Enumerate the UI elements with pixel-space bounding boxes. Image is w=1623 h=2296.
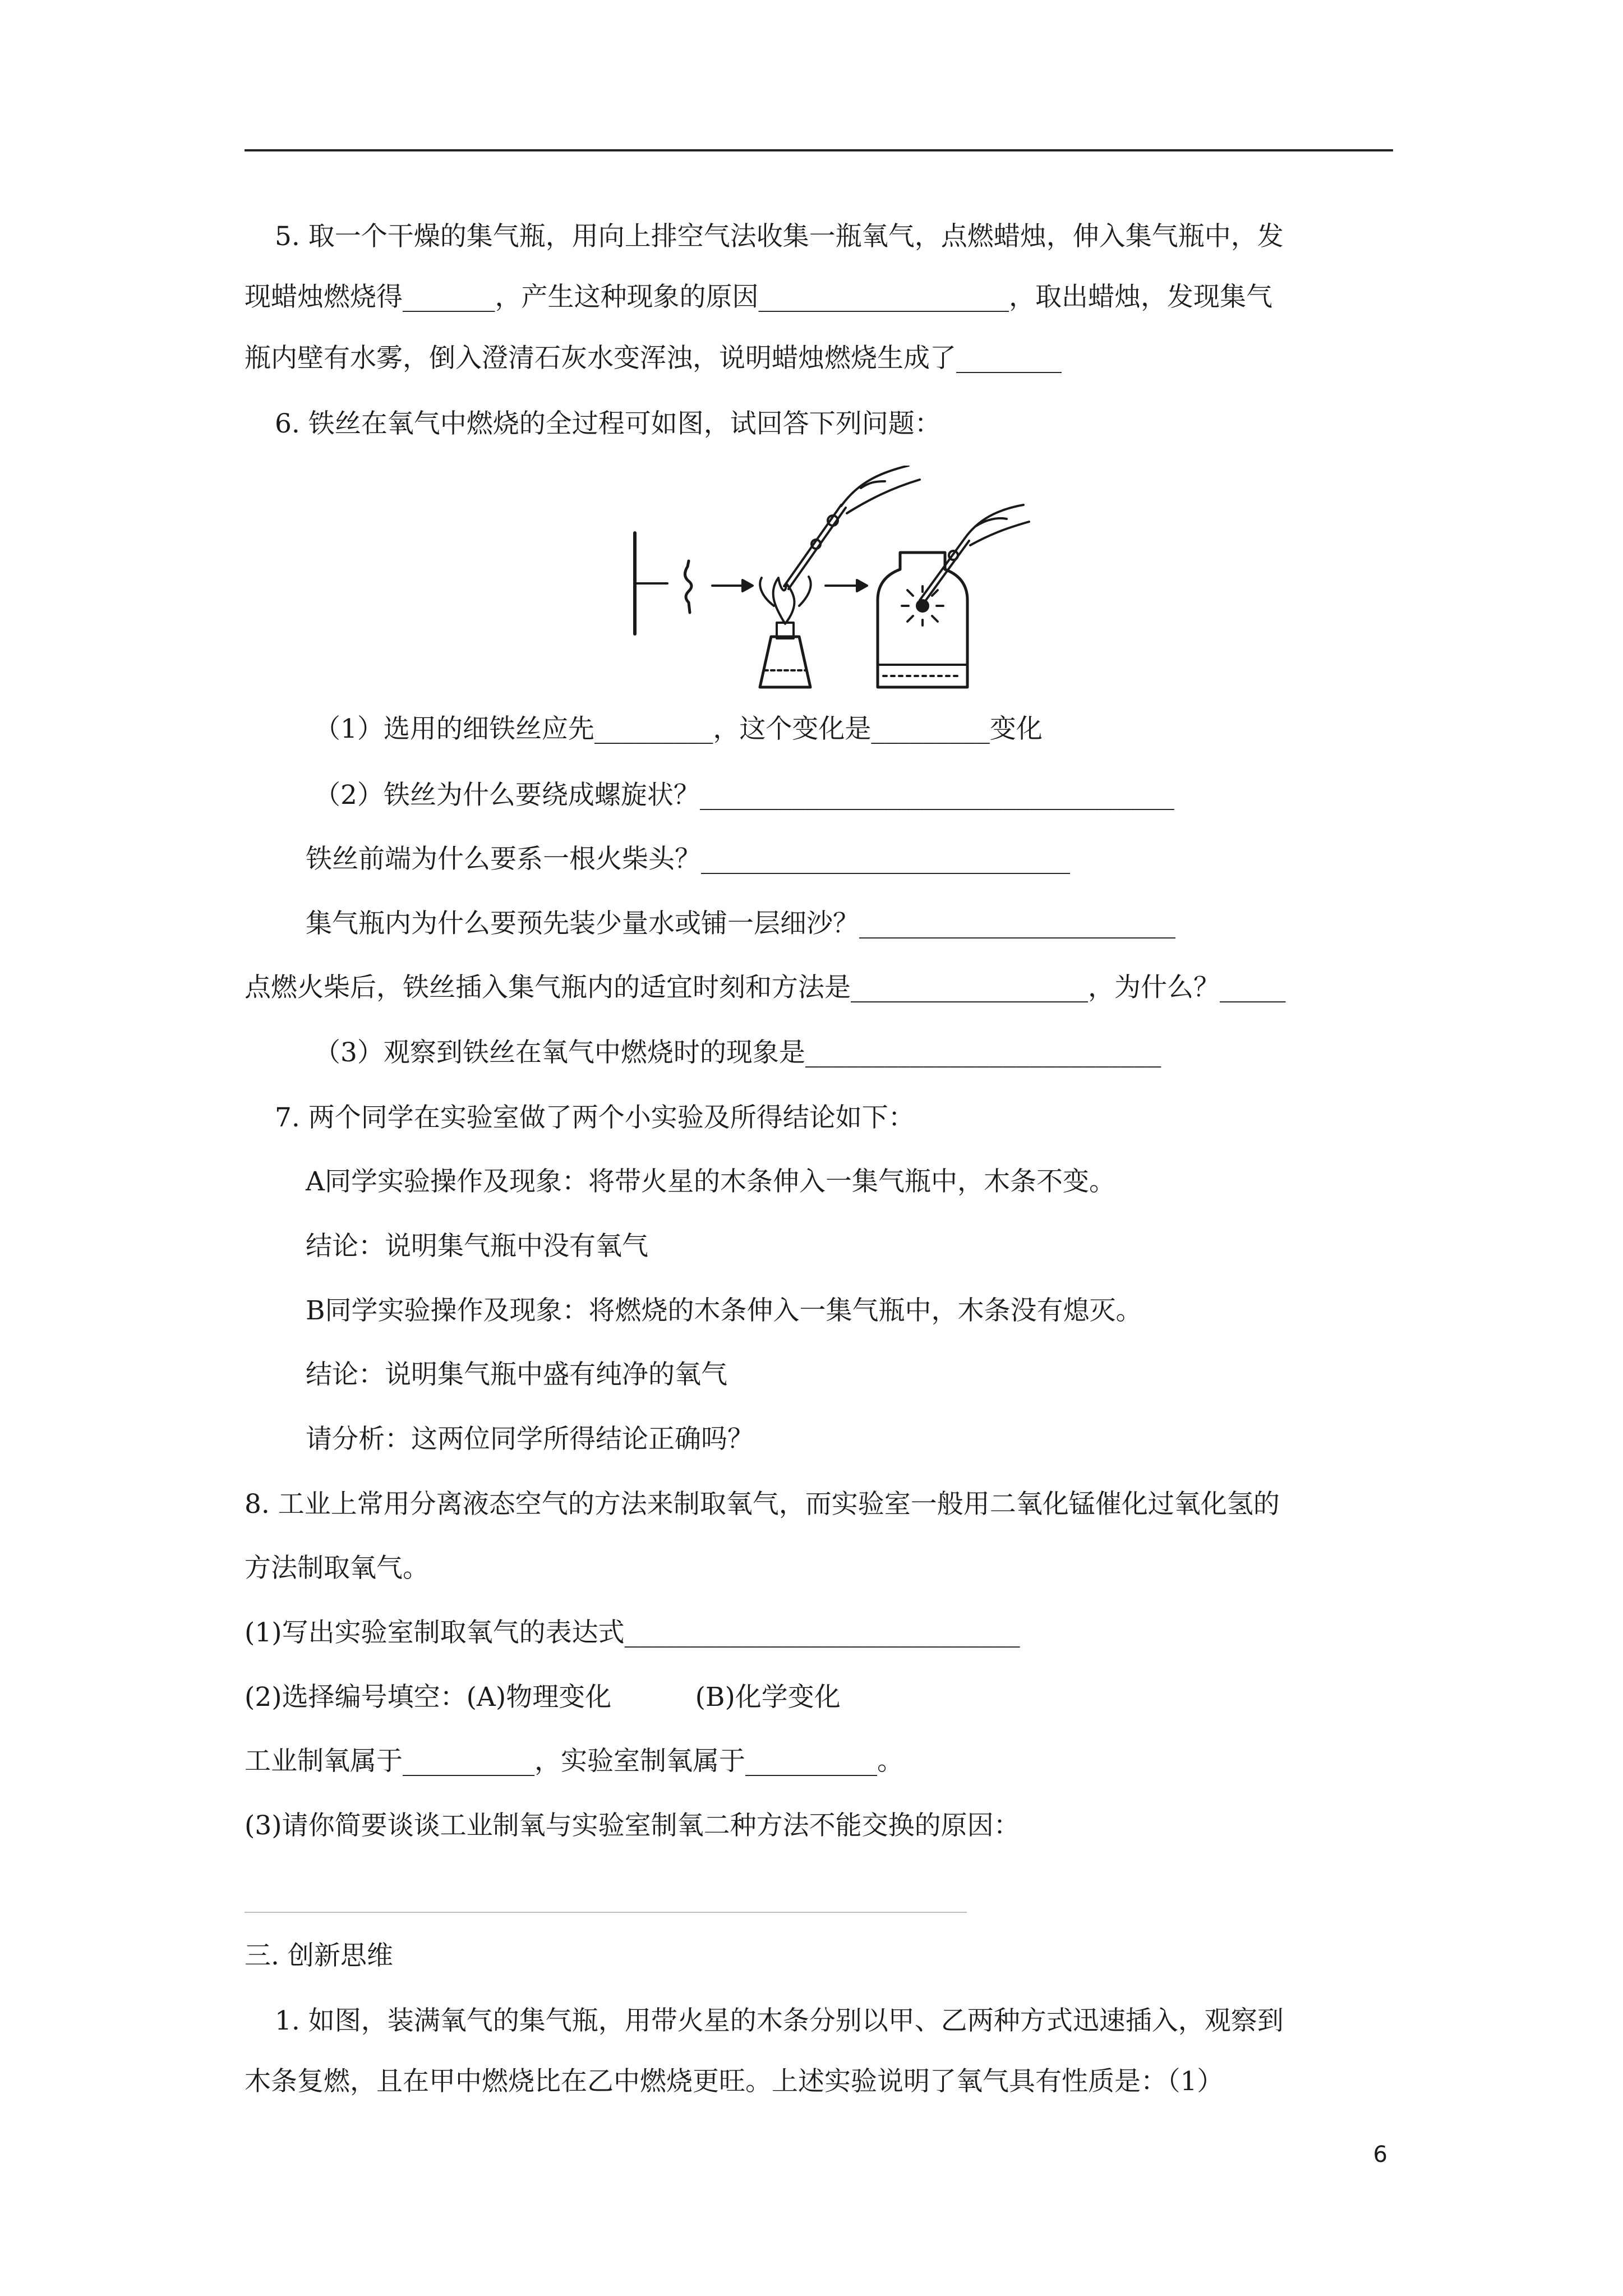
q8-line-1: 8. 工业上常用分离液态空气的方法来制取氧气，而实验室一般用二氧化锰催化过氧化氢的 — [245, 1489, 1280, 1520]
creative-q1-line-1: 1. 如图，装满氧气的集气瓶，用带火星的木条分别以甲、乙两种方式迅速插入，观察到 — [275, 2005, 1284, 2036]
q8-line-2: 方法制取氧气。 — [245, 1553, 429, 1584]
q8-part-1: (1)写出实验室制取氧气的表达式______________________________ — [245, 1617, 1020, 1648]
q5-line-1: 5. 取一个干燥的集气瓶，用向上排空气法收集一瓶氧气，点燃蜡烛，伸入集气瓶中，发 — [275, 221, 1284, 252]
q7-student-a: A同学实验操作及现象：将带火星的木条伸入一集气瓶中，木条不变。 — [306, 1166, 1115, 1197]
q6-water-sand: 集气瓶内为什么要预先装少量水或铺一层细沙？________________________ — [306, 908, 1175, 939]
iron-wire-combustion-figure — [606, 466, 1032, 696]
q6-match-head: 铁丝前端为什么要系一根火柴头？____________________________ — [306, 844, 1070, 875]
q6-timing: 点燃火柴后，铁丝插入集气瓶内的适宜时刻和方法是__________________，为什么？_____ — [245, 972, 1286, 1003]
q7-title: 7. 两个同学在实验室做了两个小实验及所得结论如下： — [275, 1102, 915, 1133]
page-number: 6 — [1373, 2142, 1387, 2168]
q7-analysis: 请分析：这两位同学所得结论正确吗？ — [306, 1424, 754, 1455]
q8-part-2: (2)选择编号填空：(A)物理变化 (B)化学变化 — [245, 1682, 841, 1713]
answer-line — [245, 1912, 967, 1913]
q8-fill: 工业制氧属于__________，实验室制氧属于__________。 — [245, 1746, 903, 1777]
q6-part-1: （1）选用的细铁丝应先_________，这个变化是_________变化 — [314, 714, 1043, 744]
q7-student-b: B同学实验操作及现象：将燃烧的木条伸入一集气瓶中，木条没有熄灭。 — [306, 1295, 1142, 1326]
q7-conclusion-b: 结论：说明集气瓶中盛有纯净的氧气 — [306, 1359, 727, 1390]
q7-conclusion-a: 结论：说明集气瓶中没有氧气 — [306, 1231, 648, 1262]
q6-title: 6. 铁丝在氧气中燃烧的全过程可如图，试回答下列问题： — [275, 408, 941, 439]
q6-part-2: （2）铁丝为什么要绕成螺旋状？____________________________________ — [314, 780, 1174, 811]
q5-line-3: 瓶内壁有水雾，倒入澄清石灰水变浑浊，说明蜡烛燃烧生成了________ — [245, 343, 1062, 374]
header-rule — [245, 149, 1393, 151]
creative-q1-line-2: 木条复燃，且在甲中燃烧比在乙中燃烧更旺。上述实验说明了氧气具有性质是：（1） — [245, 2066, 1224, 2097]
q8-part-3: (3)请你简要谈谈工业制氧与实验室制氧二种方法不能交换的原因： — [245, 1810, 1020, 1841]
q5-line-2: 现蜡烛燃烧得_______，产生这种现象的原因___________________，取出蜡烛，发现集气 — [245, 282, 1272, 312]
section-heading: 三. 创新思维 — [245, 1940, 393, 1971]
q6-part-3: （3）观察到铁丝在氧气中燃烧时的现象是___________________________ — [314, 1037, 1161, 1068]
